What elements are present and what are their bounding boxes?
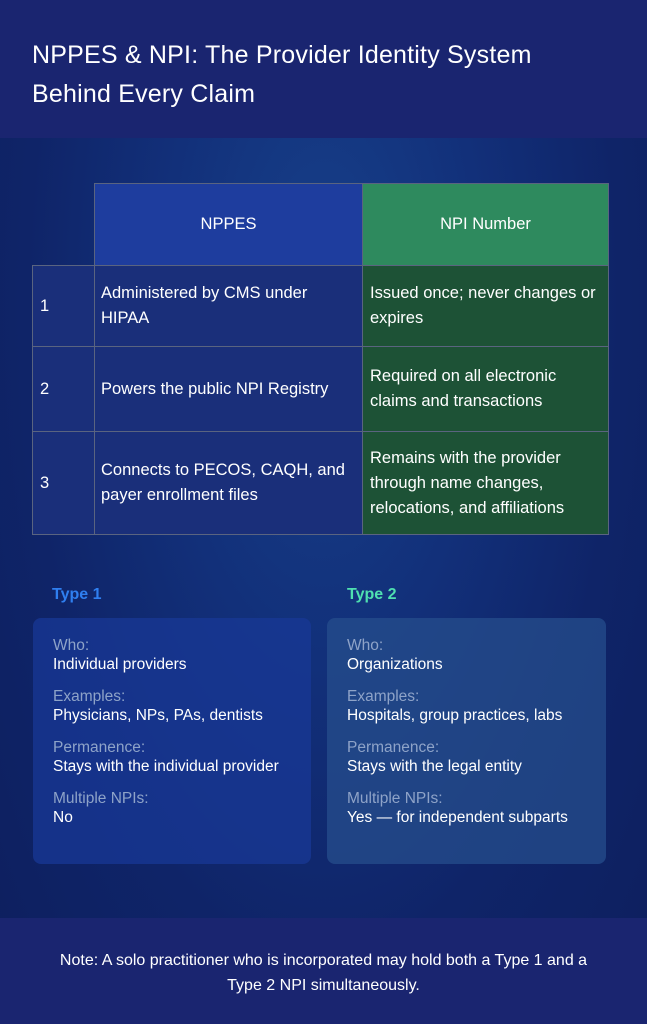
npi-column-header: NPI Number <box>363 184 609 266</box>
row-number: 2 <box>33 347 95 432</box>
who-label: Who: <box>53 637 90 654</box>
row-number: 3 <box>33 432 95 535</box>
table-row <box>33 266 609 347</box>
permanence-value: Stays with the legal entity <box>347 758 522 775</box>
permanence-label: Permanence: <box>53 739 146 756</box>
npi-cell: Remains with the provider through name changes, relocations, and affiliations <box>363 432 609 535</box>
page-title <box>32 36 615 114</box>
row-number: 1 <box>33 266 95 347</box>
type1-title: Type 1 <box>52 586 102 603</box>
multiple-npis-value: No <box>53 809 73 826</box>
title-line-1: NPPES & NPI: The Provider Identity System <box>32 41 532 69</box>
who-label: Who: <box>347 637 384 654</box>
examples-label: Examples: <box>347 688 420 705</box>
table-row <box>33 432 609 535</box>
multiple-npis-value: Yes — for independent subparts <box>347 809 568 826</box>
nppes-cell: Powers the public NPI Registry <box>95 347 363 432</box>
multiple-npis-label: Multiple NPIs: <box>53 790 149 807</box>
examples-value: Physicians, NPs, PAs, dentists <box>53 707 263 724</box>
footnote <box>0 918 647 1024</box>
note-line-2: Type 2 NPI simultaneously. <box>227 977 420 994</box>
type1-card <box>33 618 311 864</box>
note-line-1: Note: A solo practitioner who is incorporated may hold both a Type 1 and a <box>59 952 588 969</box>
permanence-label: Permanence: <box>347 739 440 756</box>
permanence-value: Stays with the individual provider <box>53 758 279 775</box>
type2-title: Type 2 <box>347 586 397 603</box>
page-header <box>0 0 647 138</box>
nppes-cell: Administered by CMS under HIPAA <box>95 266 363 347</box>
title-line-2: Behind Every Claim <box>32 80 256 108</box>
npi-cell: Required on all electronic claims and transactions <box>363 347 609 432</box>
table-row <box>33 347 609 432</box>
multiple-npis-label: Multiple NPIs: <box>347 790 443 807</box>
npi-cell: Issued once; never changes or expires <box>363 266 609 347</box>
examples-value: Hospitals, group practices, labs <box>347 707 563 724</box>
nppes-column-header: NPPES <box>95 184 363 266</box>
table-corner <box>33 184 95 266</box>
who-value: Organizations <box>347 656 443 673</box>
comparison-table <box>32 183 609 535</box>
nppes-cell: Connects to PECOS, CAQH, and payer enrollment files <box>95 432 363 535</box>
table-header-row <box>33 184 609 266</box>
type2-card <box>327 618 606 864</box>
who-value: Individual providers <box>53 656 187 673</box>
examples-label: Examples: <box>53 688 126 705</box>
